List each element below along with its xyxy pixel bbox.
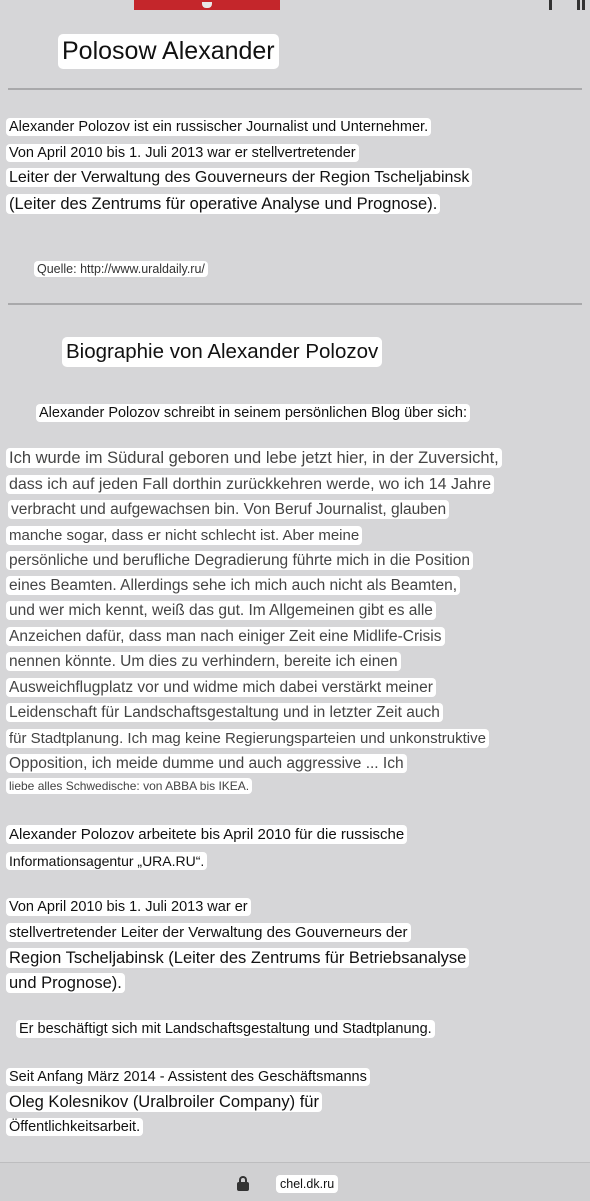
quote-line: Anzeichen dafür, dass man nach einiger Zeit eine Midlife-Crisis xyxy=(6,627,445,646)
quote-line: nennen könnte. Um dies zu verhindern, bereite ich einen xyxy=(6,652,401,671)
intro-line: Von April 2010 bis 1. Juli 2013 war er stellvertretender xyxy=(6,144,359,162)
scroll-mark-icon xyxy=(549,0,552,10)
intro-line: (Leiter des Zentrums für operative Analyse und Prognose). xyxy=(6,194,440,214)
blog-intro: Alexander Polozov schreibt in seinem persönlichen Blog über sich: xyxy=(36,404,470,422)
quote-line: manche sogar, dass er nicht schlecht ist. Aber meine xyxy=(6,526,362,545)
quote-line: Leidenschaft für Landschaftsgestaltung und in letzter Zeit auch xyxy=(6,703,443,722)
quote-line: Ausweichflugplatz vor und widme mich dabei verstärkt meiner xyxy=(6,678,436,697)
para-line: Region Tscheljabinsk (Leiter des Zentrums für Betriebsanalyse xyxy=(6,948,469,968)
top-tab[interactable] xyxy=(134,0,280,10)
url-text[interactable]: chel.dk.ru xyxy=(276,1175,338,1193)
para-line: Seit Anfang März 2014 - Assistent des Geschäftsmanns xyxy=(6,1068,370,1086)
para-line: und Prognose). xyxy=(6,973,125,993)
quote-line: eines Beamten. Allerdings sehe ich mich auch nicht als Beamten, xyxy=(6,576,460,595)
lock-icon xyxy=(237,1176,249,1190)
divider xyxy=(8,88,582,90)
para-line: Informationsagentur „URA.RU“. xyxy=(6,852,207,870)
tab-indicator-icon xyxy=(202,2,212,8)
address-bar[interactable] xyxy=(0,1162,590,1201)
quote-line: Ich wurde im Südural geboren und lebe jetzt hier, in der Zuversicht, xyxy=(6,448,502,468)
para-line: Öffentlichkeitsarbeit. xyxy=(6,1118,143,1136)
scroll-mark-icon xyxy=(577,0,580,10)
quote-line: dass ich auf jeden Fall dorthin zurückkehren werde, wo ich 14 Jahre xyxy=(6,475,494,494)
para-line: Oleg Kolesnikov (Uralbroiler Company) für xyxy=(6,1092,322,1112)
quote-line: persönliche und berufliche Degradierung führte mich in die Position xyxy=(6,551,473,570)
para-line: Alexander Polozov arbeitete bis April 2010 für die russische xyxy=(6,825,407,844)
para-line: Er beschäftigt sich mit Landschaftsgestaltung und Stadtplanung. xyxy=(16,1020,435,1038)
para-line: stellvertretender Leiter der Verwaltung des Gouverneurs der xyxy=(6,923,411,942)
quote-line: liebe alles Schwedische: von ABBA bis IKEA. xyxy=(6,778,252,794)
section-title: Biographie von Alexander Polozov xyxy=(62,337,382,367)
page-title: Polosow Alexander xyxy=(58,34,279,69)
divider xyxy=(8,303,582,305)
scroll-mark-icon xyxy=(582,0,585,10)
intro-line: Alexander Polozov ist ein russischer Journalist und Unternehmer. xyxy=(6,118,431,136)
quote-line: für Stadtplanung. Ich mag keine Regierungsparteien und unkonstruktive xyxy=(6,729,489,748)
source-link[interactable]: Quelle: http://www.uraldaily.ru/ xyxy=(34,261,208,277)
quote-line: Opposition, ich meide dumme und auch aggressive ... Ich xyxy=(6,754,407,773)
quote-line: verbracht und aufgewachsen bin. Von Beruf Journalist, glauben xyxy=(8,500,449,519)
quote-line: und wer mich kennt, weiß das gut. Im Allgemeinen gibt es alle xyxy=(6,601,436,620)
para-line: Von April 2010 bis 1. Juli 2013 war er xyxy=(6,898,251,916)
intro-line: Leiter der Verwaltung des Gouverneurs der Region Tscheljabinsk xyxy=(6,168,472,187)
